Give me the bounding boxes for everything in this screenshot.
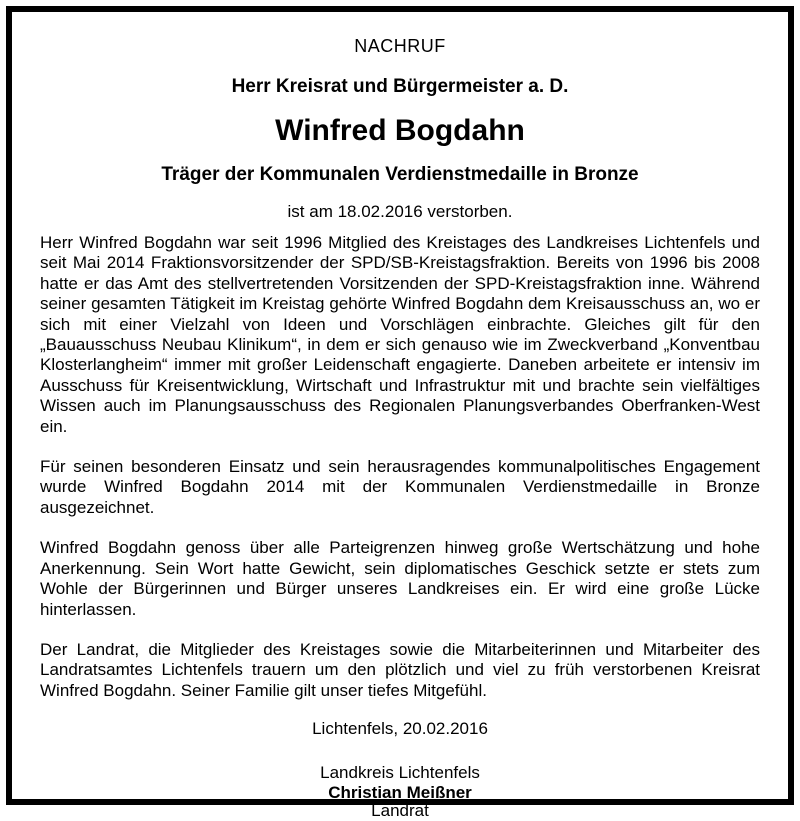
body-paragraph: Herr Winfred Bogdahn war seit 1996 Mitglied des Kreistages des Landkreises Lichtenfels und seit Mai 2014 Fraktionsvorsitzender der SPD/SB-Kreistagsfraktion. Bereits von 1996 bis 2008 hatte er das Amt des stellvertretenden Vorsitzenden der SPD-Kreistagsfraktion inne. Während seiner gesamten Tätigkeit im Kreistag gehörte Winfred Bogdahn dem Kreisausschuss an, wo er sich mit einer Vielzahl von Ideen und Vorschlägen einbrachte. Gleiches gilt für den „Bauausschuss Neubau Klinikum“, in dem er sich genauso wie im Zweckverband „Konventbau Klosterlangheim“ immer mit großer Leidenschaft engagierte. Daneben arbeitete er intensiv im Ausschuss für Kreisentwicklung, Wirtschaft und Infrastruktur mit und brachte sein vielfältiges Wissen auch im Planungsausschuss des Regionalen Planungsverbandes Oberfranken-West ein. [40, 233, 760, 436]
signer-name: Christian Meißner [328, 783, 472, 802]
place-and-date: Lichtenfels, 20.02.2016 [312, 719, 488, 738]
signing-organization: Landkreis Lichtenfels [320, 763, 480, 782]
deceased-title: Herr Kreisrat und Bürgermeister a. D. [231, 76, 569, 97]
deceased-name: Winfred Bogdahn [275, 114, 525, 147]
award-line: Träger der Kommunalen Verdienstmedaille in Bronze [161, 164, 639, 185]
obituary-notice [6, 6, 794, 820]
obituary-body [40, 233, 760, 721]
death-date-line: ist am 18.02.2016 verstorben. [287, 202, 513, 221]
body-paragraph: Für seinen besonderen Einsatz und sein herausragendes kommunalpolitisches Engagement wurde Winfred Bogdahn 2014 mit der Kommunalen Verdienstmedaille in Bronze ausgezeichnet. [40, 457, 760, 517]
body-paragraph: Der Landrat, die Mitglieder des Kreistages sowie die Mitarbeiterinnen und Mitarbeiter des Landratsamtes Lichtenfels trauern um den plötzlich und viel zu früh verstorbenen Kreisrat Winfred Bogdahn. Seiner Familie gilt unser tiefes Mitgefühl. [40, 639, 760, 700]
body-paragraph: Winfred Bogdahn genoss über alle Parteigrenzen hinweg große Wertschätzung und hohe Anerkennung. Sein Wort hatte Gewicht, sein diplomatisches Geschick setzte er stets zum Wohle der Bürgerinnen und Bürger unseres Landkreises ein. Er wird eine große Lücke hinterlassen. [40, 538, 760, 619]
notice-label: NACHRUF [354, 36, 446, 56]
signer-role: Landrat [371, 801, 429, 820]
